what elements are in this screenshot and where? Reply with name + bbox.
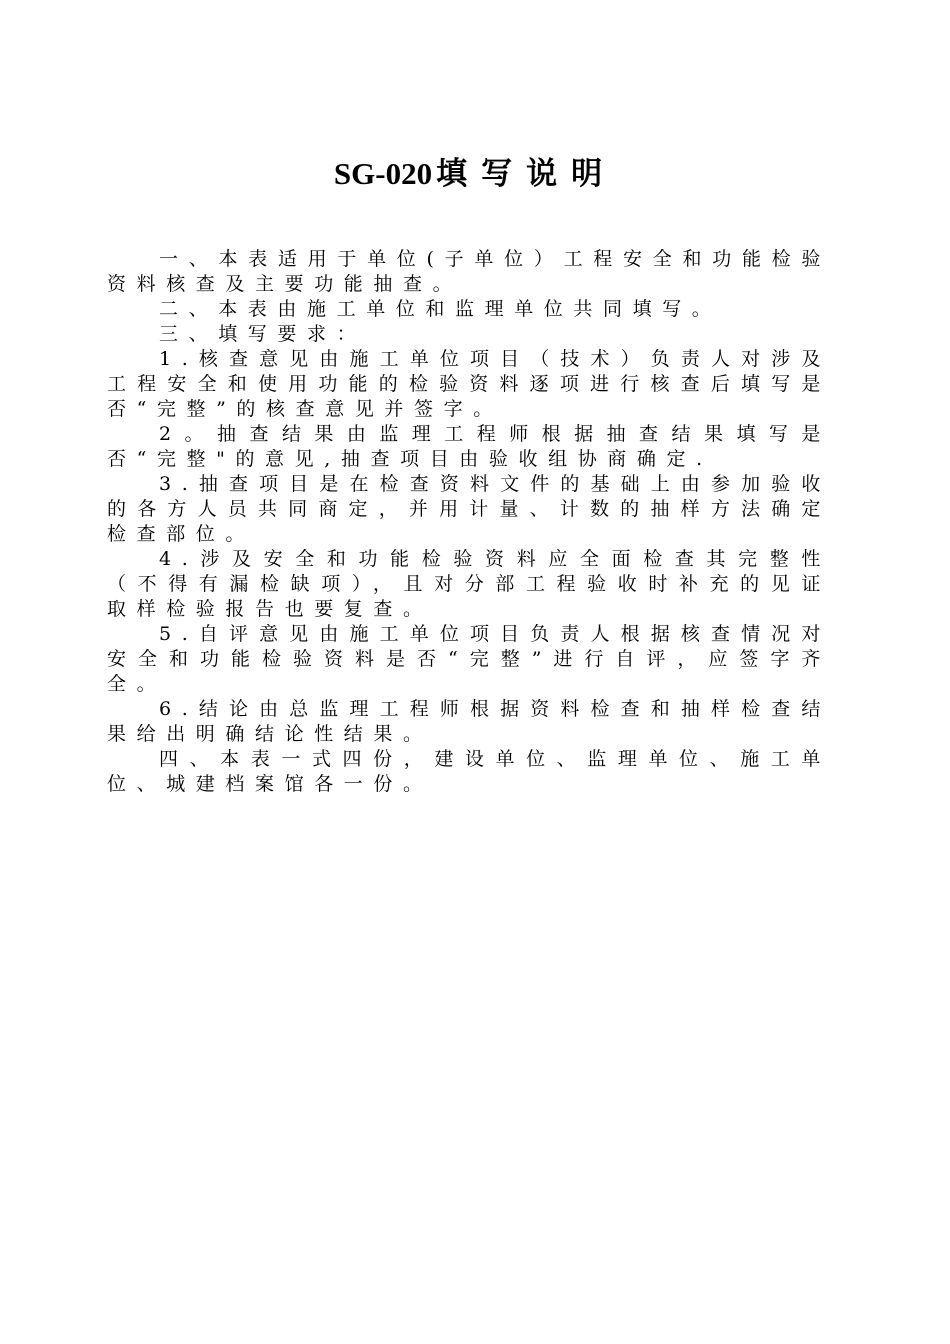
requirement-1: 1.核查意见由施工单位项目（技术）负责人对涉及工程安全和使用功能的检验资料逐项进行核查后填写是否“完整”的核查意见并签字。: [107, 348, 831, 420]
title-text: 填写说明: [436, 156, 617, 192]
requirement-2: 2。抽查结果由监理工程师根据抽查结果填写是否“完整"的意见,抽查项目由验收组协商确定.: [107, 423, 831, 470]
requirement-5: 5.自评意见由施工单位项目负责人根据核查情况对安全和功能检验资料是否“完整”进行自评，应签字齐全。: [107, 623, 831, 695]
requirement-6: 6.结论由总监理工程师根据资料检查和抽样检查结果给出明确结论性结果。: [107, 698, 831, 745]
form-code: SG-020: [333, 156, 433, 191]
paragraph-4: 四、本表一式四份，建设单位、监理单位、施工单位、城建档案馆各一份。: [107, 748, 831, 795]
document-title: [0, 152, 950, 196]
paragraph-3: 三、填写要求：: [159, 323, 367, 345]
paragraph-1: 一、本表适用于单位(子单位）工程安全和功能检验资料核查及主要功能抽查。: [107, 248, 831, 295]
instructions-body: [107, 247, 831, 797]
requirement-4: 4.涉及安全和功能检验资料应全面检查其完整性（不得有漏检缺项），且对分部工程验收时补充的见证取样检验报告也要复查。: [107, 548, 831, 620]
paragraph-2: 二、本表由施工单位和监理单位共同填写。: [159, 298, 722, 320]
requirement-3: 3.抽查项目是在检查资料文件的基础上由参加验收的各方人员共同商定，并用计量、计数的抽样方法确定检查部位。: [107, 473, 831, 545]
